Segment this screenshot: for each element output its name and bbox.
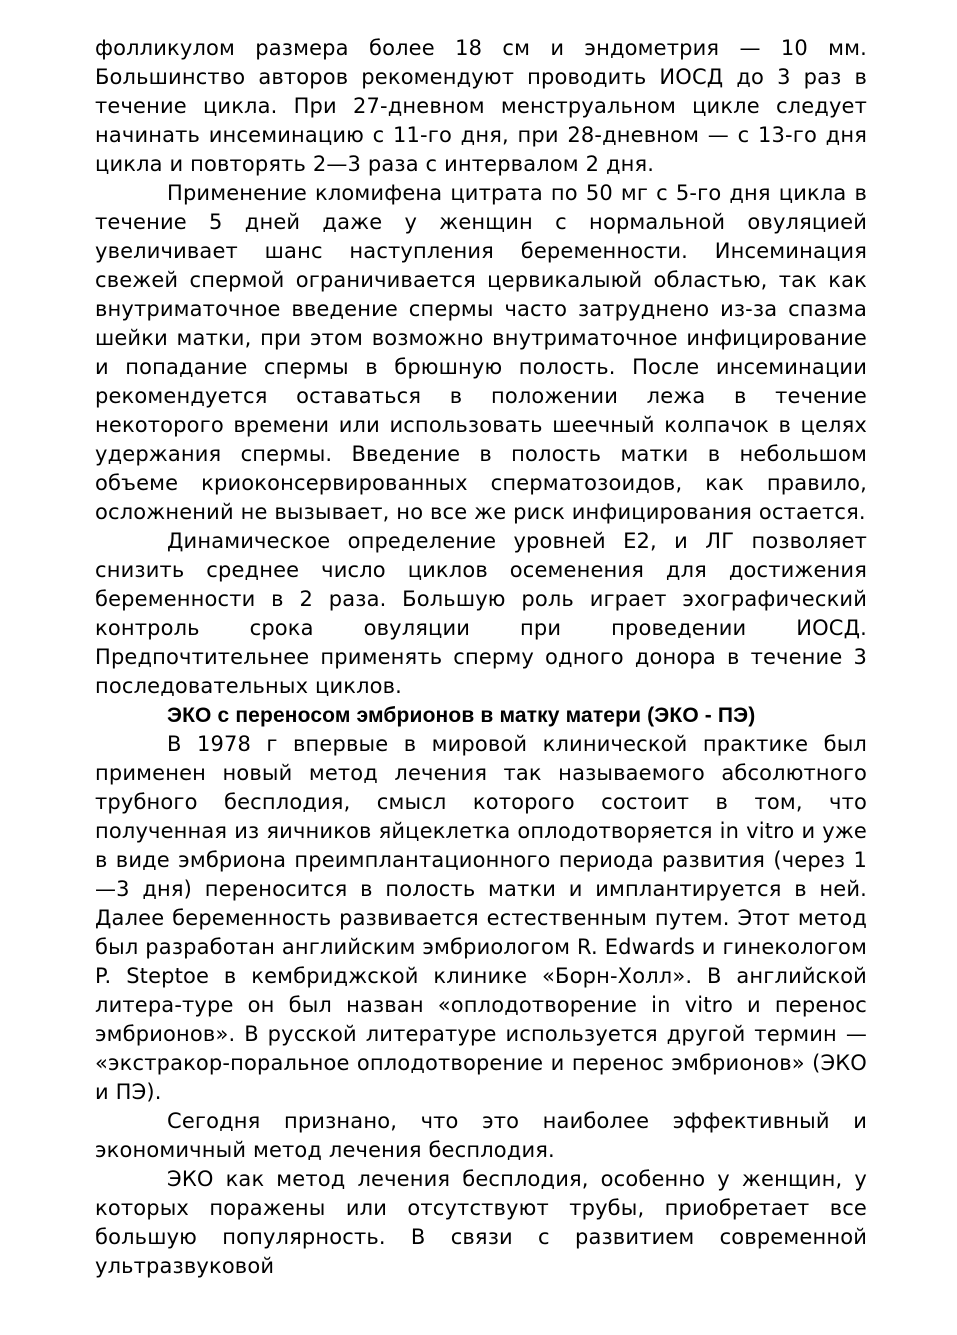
paragraph-ivf-effectiveness: Сегодня признано, что это наиболее эффективный и экономичный метод лечения бесплодия.: [95, 1109, 867, 1162]
paragraph-hormone-monitoring: Динамическое определение уровней Е2, и ЛГ позволяет снизить среднее число циклов осеменения для достижения беременности в 2 раза. Большую роль играет эхографический контроль срока овуляции при проведении ИОСД. Предпочтительнее применять сперму одного донора в течение 3 последовательных циклов.: [95, 529, 867, 698]
section-heading: ЭКО с переносом эмбрионов в матку матери (ЭКО - ПЭ): [167, 704, 756, 727]
paragraph-ivf-popularity: ЭКО как метод лечения бесплодия, особенно у женщин, у которых поражены или отсутствуют трубы, приобретает все большую популярность. В связи с развитием современной ультразвуковой: [95, 1167, 867, 1278]
paragraph-ivf-history: В 1978 г впервые в мировой клинической практике был применен новый метод лечения так называемого абсолютного трубного бесплодия, смысл которого состоит в том, что полученная из яичников яйцеклетка оплодотворяется in vitro и уже в виде эмбриона преимплантационного периода развития (через 1—3 дня) переносится в полость матки и имплантируется в ней. Далее беременность развивается естественным путем. Этот метод был разработан английским эмбриологом R. Edwards и гинекологом P. Steptoe в кембриджской клинике «Борн-Холл». В английской литера-туре он был назван «оплодотворение in vitro и перенос эмбрионов». В русской литературе используется другой термин — «экстракор-поральное оплодотворение и перенос эмбрионов» (ЭКО и ПЭ).: [95, 732, 867, 1104]
paragraph-clomiphene: Применение кломифена цитрата по 50 мг с 5-го дня цикла в течение 5 дней даже у женщин с нормальной овуляцией увеличивает шанс наступления беременности. Инсеминация свежей спермой ограничивается цервикалыюй областью, так как внутриматочное введение спермы часто затруднено из-за спазма шейки матки, при этом возможно внутриматочное инфицирование и попадание спермы в брюшную полость. После инсеминации рекомендуется оставаться в положении лежа в течение некоторого времени или использовать шеечный колпачок в целях удержания спермы. Введение в полость матки в небольшом объеме криоконсервированных сперматозоидов, как правило, осложнений не вызывает, но все же риск инфицирования остается.: [95, 181, 867, 524]
paragraph-insemination-schedule: фолликулом размера более 18 см и эндометрия — 10 мм. Большинство авторов рекомендуют проводить ИОСД до 3 раз в течение цикла. При 27-дневном менструальном цикле следует начинать инсеминацию с 11-го дня, при 28-дневном — с 13-го дня цикла и повторять 2—3 раза с интервалом 2 дня.: [95, 36, 867, 176]
document-page: [95, 34, 867, 1281]
